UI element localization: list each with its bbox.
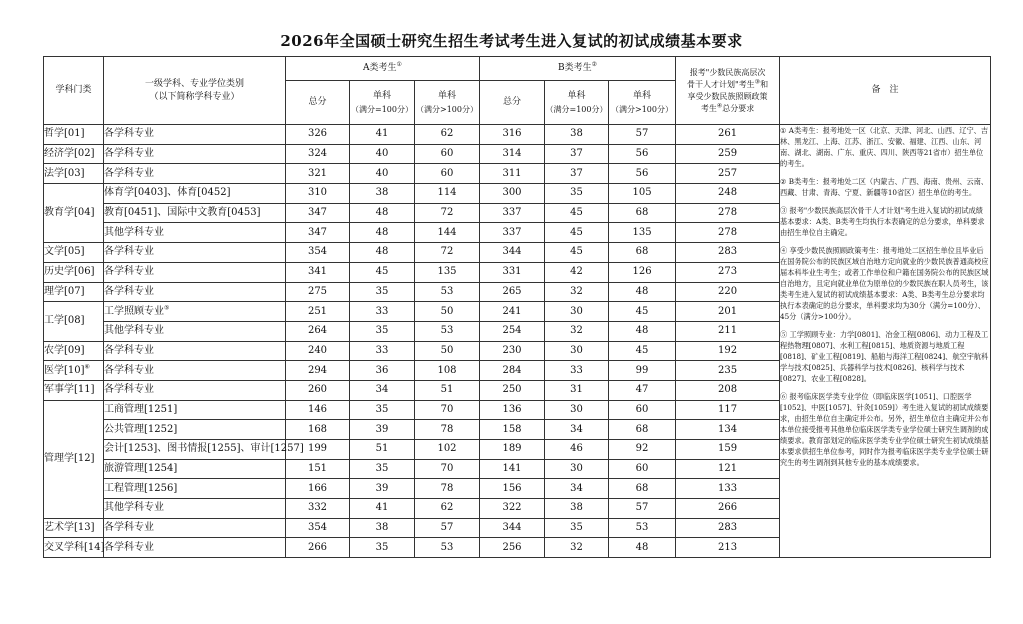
score-cell: 105 bbox=[609, 184, 676, 204]
score-cell: 102 bbox=[415, 440, 480, 460]
score-cell: 108 bbox=[415, 361, 480, 381]
discipline-cell: 工学[08] bbox=[44, 302, 104, 341]
header-b-single2: 单科 （满分>100分） bbox=[609, 81, 676, 125]
score-cell: 36 bbox=[350, 361, 415, 381]
score-cell: 38 bbox=[350, 518, 415, 538]
score-cell: 39 bbox=[350, 479, 415, 499]
score-cell: 347 bbox=[286, 203, 350, 223]
score-cell: 48 bbox=[350, 243, 415, 263]
score-cell: 261 bbox=[676, 125, 780, 145]
score-cell: 321 bbox=[286, 164, 350, 184]
note-item: ① A类考生：报考地处一区（北京、天津、河北、山西、辽宁、吉林、黑龙江、上海、江苏、浙江、安徽、福建、江西、山东、河南、湖北、湖南、广东、重庆、四川、陕西等21省市）招生单位的考生。 bbox=[780, 126, 989, 168]
header-b-single1: 单科 （满分=100分） bbox=[545, 81, 609, 125]
field-cell: 其他学科专业 bbox=[104, 321, 286, 341]
field-cell: 体育学[0403]、体育[0452] bbox=[104, 184, 286, 204]
score-cell: 156 bbox=[480, 479, 545, 499]
score-cell: 135 bbox=[415, 262, 480, 282]
field-cell: 旅游管理[1254] bbox=[104, 459, 286, 479]
score-cell: 316 bbox=[480, 125, 545, 145]
discipline-cell: 法学[03] bbox=[44, 164, 104, 184]
score-cell: 332 bbox=[286, 499, 350, 519]
field-cell: 教育[0451]、国际中文教育[0453] bbox=[104, 203, 286, 223]
score-cell: 57 bbox=[415, 518, 480, 538]
field-cell: 各学科专业 bbox=[104, 518, 286, 538]
score-cell: 51 bbox=[415, 380, 480, 400]
score-cell: 230 bbox=[480, 341, 545, 361]
discipline-cell: 教育学[04] bbox=[44, 184, 104, 243]
header-a-single1: 单科 （满分=100分） bbox=[350, 81, 415, 125]
score-cell: 37 bbox=[545, 164, 609, 184]
score-cell: 284 bbox=[480, 361, 545, 381]
score-cell: 35 bbox=[545, 518, 609, 538]
score-cell: 32 bbox=[545, 282, 609, 302]
discipline-cell: 历史学[06] bbox=[44, 262, 104, 282]
score-cell: 99 bbox=[609, 361, 676, 381]
note-item: ④ 享受少数民族照顾政策考生：报考地处二区招生单位且毕业后在国务院公布的民族区域自治地方定向就业的少数民族普通高校应届本科毕业生考生；或者工作单位和户籍在国务院公布的民族区域自治地方，且定向就业单位为原单位的少数民族在职人员考生，该类考生进入复试的初试成绩基本要求：A类、B类考生总分要求均执行本表确定的总分要求，单科要求均为30分（满分=100分）、45分（满分>100分）。 bbox=[780, 246, 989, 321]
score-cell: 259 bbox=[676, 144, 780, 164]
header-field: 一级学科、专业学位类别 （以下简称学科专业） bbox=[104, 57, 286, 125]
score-cell: 32 bbox=[545, 538, 609, 558]
header-minority: 报考"少数民族高层次 骨干人才计划"考生③和 享受少数民族照顾政策 考生④总分要求 bbox=[676, 57, 780, 125]
header-a-total: 总分 bbox=[286, 81, 350, 125]
score-cell: 46 bbox=[545, 440, 609, 460]
score-cell: 38 bbox=[545, 125, 609, 145]
header-discipline: 学科门类 bbox=[44, 57, 104, 125]
score-cell: 311 bbox=[480, 164, 545, 184]
score-cell: 32 bbox=[545, 321, 609, 341]
discipline-cell: 哲学[01] bbox=[44, 125, 104, 145]
score-cell: 39 bbox=[350, 420, 415, 440]
score-cell: 57 bbox=[609, 499, 676, 519]
score-cell: 72 bbox=[415, 203, 480, 223]
score-cell: 300 bbox=[480, 184, 545, 204]
score-cell: 30 bbox=[545, 302, 609, 322]
field-cell: 各学科专业 bbox=[104, 243, 286, 263]
score-cell: 347 bbox=[286, 223, 350, 243]
field-cell: 各学科专业 bbox=[104, 341, 286, 361]
score-cell: 53 bbox=[609, 518, 676, 538]
score-cell: 189 bbox=[480, 440, 545, 460]
score-cell: 34 bbox=[545, 420, 609, 440]
score-cell: 35 bbox=[350, 459, 415, 479]
score-cell: 57 bbox=[609, 125, 676, 145]
score-cell: 166 bbox=[286, 479, 350, 499]
field-cell: 各学科专业 bbox=[104, 125, 286, 145]
field-cell: 各学科专业 bbox=[104, 144, 286, 164]
note-item: ⑤ 工学照顾专业：力学[0801]、冶金工程[0806]、动力工程及工程热物理[0807]、水利工程[0815]、地质资源与地质工程[0818]、矿业工程[0819]、船舶与海洋工程[0824]、航空宇航科学与技术[0825]、兵器科学与技术[0826]、核科学与技术[0827]、农业工程[0828]。 bbox=[780, 330, 989, 383]
score-cell: 250 bbox=[480, 380, 545, 400]
score-cell: 294 bbox=[286, 361, 350, 381]
discipline-cell: 文学[05] bbox=[44, 243, 104, 263]
score-cell: 38 bbox=[545, 499, 609, 519]
score-cell: 53 bbox=[415, 282, 480, 302]
score-cell: 48 bbox=[350, 223, 415, 243]
score-cell: 62 bbox=[415, 499, 480, 519]
score-cell: 337 bbox=[480, 203, 545, 223]
score-cell: 56 bbox=[609, 144, 676, 164]
header-group-b: B类考生② bbox=[480, 57, 676, 81]
score-cell: 48 bbox=[609, 538, 676, 558]
field-cell: 各学科专业 bbox=[104, 262, 286, 282]
discipline-cell: 医学[10]⑥ bbox=[44, 361, 104, 381]
score-cell: 151 bbox=[286, 459, 350, 479]
score-cell: 34 bbox=[350, 380, 415, 400]
score-cell: 220 bbox=[676, 282, 780, 302]
score-cell: 240 bbox=[286, 341, 350, 361]
score-cell: 70 bbox=[415, 400, 480, 420]
discipline-cell: 理学[07] bbox=[44, 282, 104, 302]
score-cell: 208 bbox=[676, 380, 780, 400]
discipline-cell: 军事学[11] bbox=[44, 380, 104, 400]
score-cell: 35 bbox=[350, 321, 415, 341]
score-requirements-table bbox=[43, 56, 991, 558]
field-cell: 各学科专业 bbox=[104, 164, 286, 184]
notes-cell bbox=[780, 125, 991, 558]
score-cell: 34 bbox=[545, 479, 609, 499]
score-cell: 341 bbox=[286, 262, 350, 282]
discipline-cell: 农学[09] bbox=[44, 341, 104, 361]
score-cell: 47 bbox=[609, 380, 676, 400]
field-cell: 工商管理[1251] bbox=[104, 400, 286, 420]
score-cell: 310 bbox=[286, 184, 350, 204]
score-cell: 33 bbox=[350, 341, 415, 361]
score-cell: 337 bbox=[480, 223, 545, 243]
score-cell: 117 bbox=[676, 400, 780, 420]
score-cell: 40 bbox=[350, 144, 415, 164]
score-cell: 78 bbox=[415, 420, 480, 440]
score-cell: 62 bbox=[415, 125, 480, 145]
table-row bbox=[44, 125, 991, 145]
score-cell: 68 bbox=[609, 479, 676, 499]
score-cell: 256 bbox=[480, 538, 545, 558]
score-cell: 354 bbox=[286, 518, 350, 538]
field-cell: 其他学科专业 bbox=[104, 223, 286, 243]
score-cell: 68 bbox=[609, 420, 676, 440]
score-cell: 53 bbox=[415, 321, 480, 341]
score-cell: 344 bbox=[480, 243, 545, 263]
discipline-cell: 交叉学科[14] bbox=[44, 538, 104, 558]
header-notes: 备 注 bbox=[780, 57, 991, 125]
score-cell: 283 bbox=[676, 243, 780, 263]
field-cell: 其他学科专业 bbox=[104, 499, 286, 519]
score-cell: 35 bbox=[350, 400, 415, 420]
score-cell: 158 bbox=[480, 420, 545, 440]
discipline-cell: 经济学[02] bbox=[44, 144, 104, 164]
score-cell: 68 bbox=[609, 243, 676, 263]
score-cell: 248 bbox=[676, 184, 780, 204]
score-cell: 322 bbox=[480, 499, 545, 519]
header-b-total: 总分 bbox=[480, 81, 545, 125]
score-cell: 354 bbox=[286, 243, 350, 263]
page-title: 2026年全国硕士研究生招生考试考生进入复试的初试成绩基本要求 bbox=[280, 32, 743, 50]
score-cell: 31 bbox=[545, 380, 609, 400]
field-cell: 各学科专业 bbox=[104, 380, 286, 400]
score-cell: 60 bbox=[415, 164, 480, 184]
field-cell: 公共管理[1252] bbox=[104, 420, 286, 440]
score-cell: 50 bbox=[415, 341, 480, 361]
score-cell: 136 bbox=[480, 400, 545, 420]
score-cell: 30 bbox=[545, 400, 609, 420]
score-cell: 266 bbox=[286, 538, 350, 558]
score-cell: 251 bbox=[286, 302, 350, 322]
score-cell: 35 bbox=[350, 282, 415, 302]
score-cell: 33 bbox=[350, 302, 415, 322]
score-cell: 78 bbox=[415, 479, 480, 499]
score-cell: 199 bbox=[286, 440, 350, 460]
score-cell: 35 bbox=[350, 538, 415, 558]
field-cell: 各学科专业 bbox=[104, 282, 286, 302]
score-cell: 45 bbox=[545, 203, 609, 223]
header-a-single2: 单科 （满分>100分） bbox=[415, 81, 480, 125]
score-cell: 45 bbox=[545, 243, 609, 263]
score-cell: 40 bbox=[350, 164, 415, 184]
score-cell: 235 bbox=[676, 361, 780, 381]
score-cell: 159 bbox=[676, 440, 780, 460]
score-cell: 241 bbox=[480, 302, 545, 322]
score-cell: 38 bbox=[350, 184, 415, 204]
score-cell: 275 bbox=[286, 282, 350, 302]
score-cell: 283 bbox=[676, 518, 780, 538]
score-cell: 254 bbox=[480, 321, 545, 341]
note-item: ② B类考生：报考地处二区（内蒙古、广西、海南、贵州、云南、西藏、甘肃、青海、宁夏、新疆等10省区）招生单位的考生。 bbox=[780, 177, 989, 197]
score-cell: 257 bbox=[676, 164, 780, 184]
score-cell: 211 bbox=[676, 321, 780, 341]
field-cell: 会计[1253]、图书情报[1255]、审计[1257] bbox=[104, 440, 286, 460]
score-cell: 30 bbox=[545, 341, 609, 361]
score-cell: 35 bbox=[545, 184, 609, 204]
score-cell: 201 bbox=[676, 302, 780, 322]
score-cell: 213 bbox=[676, 538, 780, 558]
header-group-a: A类考生① bbox=[286, 57, 480, 81]
score-cell: 41 bbox=[350, 125, 415, 145]
score-cell: 168 bbox=[286, 420, 350, 440]
score-cell: 324 bbox=[286, 144, 350, 164]
score-cell: 114 bbox=[415, 184, 480, 204]
score-cell: 56 bbox=[609, 164, 676, 184]
score-cell: 68 bbox=[609, 203, 676, 223]
score-cell: 50 bbox=[415, 302, 480, 322]
score-cell: 266 bbox=[676, 499, 780, 519]
score-cell: 53 bbox=[415, 538, 480, 558]
score-cell: 45 bbox=[609, 302, 676, 322]
score-cell: 33 bbox=[545, 361, 609, 381]
score-cell: 133 bbox=[676, 479, 780, 499]
score-cell: 331 bbox=[480, 262, 545, 282]
field-cell: 各学科专业 bbox=[104, 361, 286, 381]
score-cell: 48 bbox=[609, 282, 676, 302]
note-item: ⑥ 报考临床医学类专业学位（即临床医学[1051]、口腔医学[1052]、中医[1057]、针灸[1059]）考生进入复试的初试成绩要求，由招生单位自主确定并公布。另外，招生单位自主确定并公布本单位接受报考其他单位临床医学类专业学位硕士研究生调剂的成绩要求。教育部划定的临床医学类专业学位硕士研究生初试成绩基本要求供招生单位参考，同时作为报考临床医学类专业学位硕士研究生的考生调剂到其他专业的基本成绩要求。 bbox=[780, 392, 989, 467]
score-cell: 48 bbox=[350, 203, 415, 223]
field-cell: 工程管理[1256] bbox=[104, 479, 286, 499]
discipline-cell: 管理学[12] bbox=[44, 400, 104, 518]
score-cell: 192 bbox=[676, 341, 780, 361]
score-cell: 60 bbox=[415, 144, 480, 164]
score-cell: 37 bbox=[545, 144, 609, 164]
score-cell: 41 bbox=[350, 499, 415, 519]
score-cell: 314 bbox=[480, 144, 545, 164]
score-cell: 278 bbox=[676, 203, 780, 223]
score-cell: 141 bbox=[480, 459, 545, 479]
score-cell: 265 bbox=[480, 282, 545, 302]
score-cell: 60 bbox=[609, 400, 676, 420]
score-cell: 326 bbox=[286, 125, 350, 145]
score-cell: 70 bbox=[415, 459, 480, 479]
score-cell: 146 bbox=[286, 400, 350, 420]
score-cell: 135 bbox=[609, 223, 676, 243]
note-item: ③ 报考"少数民族高层次骨干人才计划"考生进入复试的初试成绩基本要求：A类、B类考生均执行本表确定的总分要求，单科要求由招生单位自主确定。 bbox=[780, 206, 985, 237]
score-cell: 278 bbox=[676, 223, 780, 243]
score-cell: 344 bbox=[480, 518, 545, 538]
score-cell: 45 bbox=[545, 223, 609, 243]
score-cell: 72 bbox=[415, 243, 480, 263]
score-cell: 45 bbox=[609, 341, 676, 361]
score-cell: 92 bbox=[609, 440, 676, 460]
score-cell: 51 bbox=[350, 440, 415, 460]
score-cell: 42 bbox=[545, 262, 609, 282]
score-cell: 260 bbox=[286, 380, 350, 400]
score-cell: 30 bbox=[545, 459, 609, 479]
discipline-cell: 艺术学[13] bbox=[44, 518, 104, 538]
field-cell: 各学科专业 bbox=[104, 538, 286, 558]
score-cell: 134 bbox=[676, 420, 780, 440]
score-cell: 264 bbox=[286, 321, 350, 341]
score-cell: 126 bbox=[609, 262, 676, 282]
field-cell: 工学照顾专业⑤ bbox=[104, 302, 286, 322]
score-cell: 60 bbox=[609, 459, 676, 479]
score-cell: 144 bbox=[415, 223, 480, 243]
score-cell: 121 bbox=[676, 459, 780, 479]
score-cell: 273 bbox=[676, 262, 780, 282]
score-cell: 48 bbox=[609, 321, 676, 341]
score-cell: 45 bbox=[350, 262, 415, 282]
